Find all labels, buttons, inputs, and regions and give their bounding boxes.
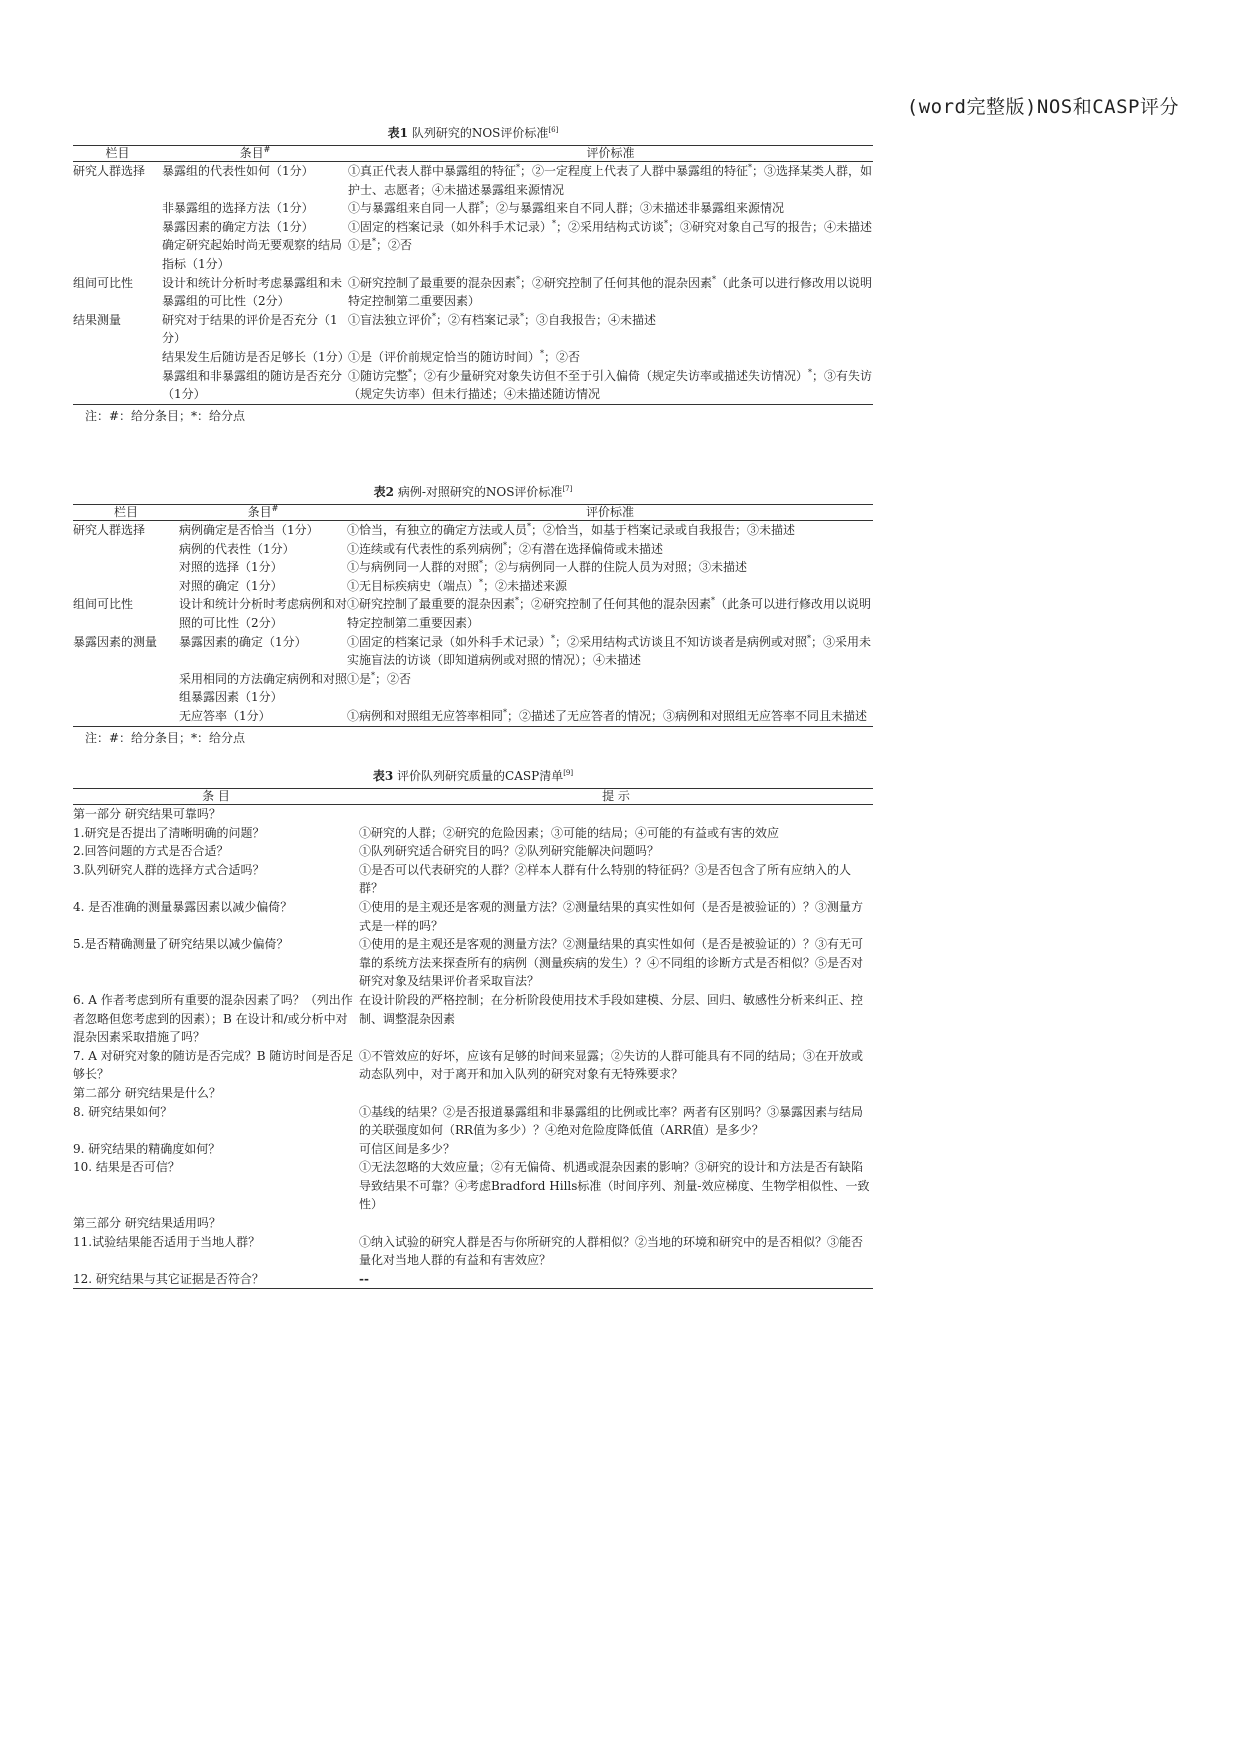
category-cell xyxy=(73,540,179,559)
criteria-cell: ①是*；②否 xyxy=(347,670,412,686)
criteria-cell: ①固定的档案记录（如外科手术记录）*；②采用结构式访谈*；③研究对象自己写的报告；④未描述 xyxy=(348,218,873,234)
table-row xyxy=(73,236,873,273)
criteria-cell: ①盲法独立评价*；②有档案记录*；③自我报告；④未描述 xyxy=(348,311,657,327)
header-item: 条 目 xyxy=(202,789,230,803)
table1 xyxy=(73,145,873,405)
item-cell: 设计和统计分析时考虑暴露组和未暴露组的可比性（2分） xyxy=(162,275,343,309)
table2-header-row xyxy=(73,505,873,521)
table-row xyxy=(73,633,873,670)
category-cell xyxy=(73,348,162,367)
criteria-cell: ①恰当，有独立的确定方法或人员*；②恰当，如基于档案记录或自我报告；③未描述 xyxy=(347,522,796,537)
hint-cell: ①纳入试验的研究人群是否与你所研究的人群相似？②当地的环境和研究中的是否相似？③能否量化对当地人群的有益和有害效应？ xyxy=(359,1234,864,1268)
item-cell: 暴露组的代表性如何（1分） xyxy=(162,164,314,178)
document-title: (word完整版)NOS和CASP评分 xyxy=(906,96,1179,118)
table-row xyxy=(73,707,873,726)
table-row xyxy=(73,521,873,540)
table-row xyxy=(73,1270,873,1289)
criteria-cell: ①真正代表人群中暴露组的特征*；②一定程度上代表了人群中暴露组的特征*；③选择某类人群，如护士、志愿者；④未描述暴露组来源情况 xyxy=(348,163,873,197)
hint-cell: ①无法忽略的大效应量；②有无偏倚、机遇或混杂因素的影响？③研究的设计和方法是否有缺陷导致结果不可靠？④考虑Bradford Hills标准（时间序列、剂量-效应梯度、生物学相似性、一致性） xyxy=(359,1160,870,1212)
table-row xyxy=(73,1103,873,1140)
item-cell: 10. 结果是否可信？ xyxy=(73,1160,180,1175)
header-category: 栏目 xyxy=(113,505,138,519)
table-row xyxy=(73,1233,873,1270)
table-row xyxy=(73,540,873,559)
criteria-cell: ①是*；②否 xyxy=(348,237,413,253)
hint-cell: 在设计阶段的严格控制；在分析阶段使用技术手段如建模、分层、回归、敏感性分析来纠正、控制、调整混杂因素 xyxy=(359,992,864,1026)
item-cell: 2.回答问题的方式是否合适？ xyxy=(73,844,229,859)
item-cell: 6. A 作者考虑到所有重要的混杂因素了吗？（列出作者忽略但您考虑到的因素）；B 在设计和/或分析中对混杂因素采取措施了吗？ xyxy=(73,992,353,1045)
table2 xyxy=(73,504,873,727)
item-cell: 对照的确定（1分） xyxy=(179,578,283,593)
item-cell: 无应答率（1分） xyxy=(179,708,271,723)
item-cell: 研究对于结果的评价是否充分（1分） xyxy=(162,312,338,346)
table-row xyxy=(73,991,873,1047)
table-row xyxy=(73,367,873,405)
hint-cell: ①不管效应的好坏，应该有足够的时间来显露；②失访的人群可能具有不同的结局；③在开放或动态队列中，对于离开和加入队列的研究对象有无特殊要求？ xyxy=(359,1048,864,1082)
item-cell: 4. 是否准确的测量暴露因素以减少偏倚？ xyxy=(73,899,293,914)
header-hint: 提 示 xyxy=(602,789,630,803)
item-cell: 病例的代表性（1分） xyxy=(179,541,295,556)
hint-cell: 可信区间是多少？ xyxy=(359,1141,456,1156)
category-cell xyxy=(73,367,162,405)
category-cell: 暴露因素的测量 xyxy=(73,634,158,649)
section-row xyxy=(73,1214,873,1233)
item-cell: 结果发生后随访是否足够长（1分） xyxy=(162,349,350,364)
hint-cell: -- xyxy=(359,1271,369,1286)
table-row xyxy=(73,1047,873,1084)
item-cell: 暴露因素的确定（1分） xyxy=(179,634,307,649)
hint-cell xyxy=(359,1214,873,1233)
table-row xyxy=(73,670,873,707)
table2-caption: 表2 病例-对照研究的NOS评价标准[7] xyxy=(373,485,573,499)
item-cell: 8. 研究结果如何？ xyxy=(73,1104,173,1119)
header-item: 条目# xyxy=(239,145,271,160)
table-row xyxy=(73,842,873,861)
table-row xyxy=(73,348,873,367)
criteria-cell: ①随访完整*；②有少量研究对象失访但不至于引入偏倚（规定失访率或描述失访情况）*；③有失访（规定失访率）但未行描述；④未描述随访情况 xyxy=(348,367,873,402)
item-cell: 7. A 对研究对象的随访是否完成？B 随访时间是否足够长？ xyxy=(73,1048,354,1082)
table2-note: 注：#：给分条目；*：给分点 xyxy=(85,730,246,745)
item-cell: 非暴露组的选择方法（1分） xyxy=(162,201,314,216)
category-cell xyxy=(73,577,179,596)
table-row xyxy=(73,1140,873,1159)
table-row xyxy=(73,898,873,935)
item-cell: 9. 研究结果的精确度如何？ xyxy=(73,1141,221,1156)
table3 xyxy=(73,788,873,1289)
criteria-cell: ①固定的档案记录（如外科手术记录）*；②采用结构式访谈且不知访谈者是病例或对照*；③采用未实施盲法的访谈（即知道病例或对照的情况）；④未描述 xyxy=(347,633,872,668)
criteria-cell: ①与病例同一人群的对照*；②与病例同一人群的住院人员为对照；③未描述 xyxy=(347,559,748,575)
table1-section xyxy=(73,124,873,425)
item-cell: 1.研究是否提出了清晰明确的问题？ xyxy=(73,825,265,840)
item-cell: 12. 研究结果与其它证据是否符合？ xyxy=(73,1271,264,1286)
criteria-cell: ①研究控制了最重要的混杂因素*；②研究控制了任何其他的混杂因素*（此条可以进行修改用以说明特定控制第二重要因素） xyxy=(347,596,872,630)
table-row xyxy=(73,218,873,237)
item-cell: 3.队列研究人群的选择方式合适吗？ xyxy=(73,862,265,877)
hint-cell: ①是否可以代表研究的人群？②样本人群有什么特别的特征码？③是否包含了所有应纳入的人群？ xyxy=(359,862,852,896)
item-cell: 第三部分 研究结果适用吗？ xyxy=(73,1216,221,1231)
item-cell: 暴露因素的确定方法（1分） xyxy=(162,219,314,234)
table-row xyxy=(73,274,873,311)
category-cell: 研究人群选择 xyxy=(73,164,146,178)
hint-cell xyxy=(359,805,873,824)
item-cell: 采用相同的方法确定病例和对照组暴露因素（1分） xyxy=(179,671,348,705)
hint-cell: ①使用的是主观还是客观的测量方法？②测量结果的真实性如何（是否是被验证的）？③有无可靠的系统方法来探查所有的病例（测量疾病的发生）？④不同组的诊断方式是否相似？⑤是否对研究对象及结果评价者采取盲法？ xyxy=(359,937,864,989)
table-row xyxy=(73,861,873,898)
section-row xyxy=(73,805,873,824)
criteria-cell: ①与暴露组来自同一人群*；②与暴露组来自不同人群；③未描述非暴露组来源情况 xyxy=(348,200,785,216)
category-cell: 组间可比性 xyxy=(73,275,134,290)
header-item: 条目# xyxy=(247,504,279,519)
category-cell xyxy=(73,707,179,726)
item-cell: 暴露组和非暴露组的随访是否充分（1分） xyxy=(162,368,343,402)
table3-section xyxy=(73,767,873,1289)
hint-cell: ①研究的人群；②研究的危险因素；③可能的结局；④可能的有益或有害的效应 xyxy=(359,825,780,840)
table-row xyxy=(73,1158,873,1214)
table-row xyxy=(73,162,873,200)
hint-cell: ①基线的结果？②是否报道暴露组和非暴露组的比例或比率？两者有区别吗？③暴露因素与结局的关联强度如何（RR值为多少）？④绝对危险度降低值（ARR值）是多少？ xyxy=(359,1104,864,1138)
hint-cell: ①使用的是主观还是客观的测量方法？②测量结果的真实性如何（是否是被验证的）？③测量方式是一样的吗？ xyxy=(359,899,864,933)
item-cell: 第二部分 研究结果是什么？ xyxy=(73,1085,221,1100)
criteria-cell: ①无目标疾病史（端点）*；②未描述来源 xyxy=(347,577,568,593)
criteria-cell: ①研究控制了最重要的混杂因素*；②研究控制了任何其他的混杂因素*（此条可以进行修改用以说明特定控制第二重要因素） xyxy=(348,274,873,309)
item-cell: 第一部分 研究结果可靠吗？ xyxy=(73,807,221,821)
table1-caption: 表1 队列研究的NOS评价标准[6] xyxy=(387,126,559,140)
item-cell: 病例确定是否恰当（1分） xyxy=(179,523,319,537)
category-cell xyxy=(73,218,162,237)
table2-section xyxy=(73,483,873,747)
category-cell: 组间可比性 xyxy=(73,597,134,612)
category-cell: 结果测量 xyxy=(73,312,122,327)
table-row xyxy=(73,311,873,348)
category-cell xyxy=(73,199,162,218)
table3-header-row xyxy=(73,789,873,805)
item-cell: 对照的选择（1分） xyxy=(179,560,283,575)
category-cell xyxy=(73,670,179,707)
table-row xyxy=(73,577,873,596)
criteria-cell: ①连续或有代表性的系列病例*；②有潜在选择偏倚或未描述 xyxy=(347,540,664,556)
header-criteria: 评价标准 xyxy=(586,146,635,160)
hint-cell xyxy=(359,1084,873,1103)
criteria-cell: ①病例和对照组无应答率相同*；②描述了无应答者的情况；③病例和对照组无应答率不同且未描述 xyxy=(347,707,868,723)
item-cell: 11.试验结果能否适用于当地人群？ xyxy=(73,1234,261,1249)
table-row xyxy=(73,935,873,991)
table-row xyxy=(73,558,873,577)
hint-cell: ①队列研究适合研究目的吗？②队列研究能解决问题吗？ xyxy=(359,844,660,859)
header-criteria: 评价标准 xyxy=(585,505,634,519)
table-row xyxy=(73,199,873,218)
table1-header-row xyxy=(73,146,873,162)
table-row xyxy=(73,824,873,843)
item-cell: 设计和统计分析时考虑病例和对照的可比性（2分） xyxy=(179,597,348,630)
table1-note: 注：#：给分条目；*：给分点 xyxy=(85,408,246,423)
item-cell: 5.是否精确测量了研究结果以减少偏倚？ xyxy=(73,937,289,952)
item-cell: 确定研究起始时尚无要观察的结局指标（1分） xyxy=(162,238,343,271)
table3-caption: 表3 评价队列研究质量的CASP清单[9] xyxy=(372,769,574,783)
category-cell xyxy=(73,558,179,577)
table-row xyxy=(73,595,873,632)
header-category: 栏目 xyxy=(105,146,130,160)
criteria-cell: ①是（评价前规定恰当的随访时间）*；②否 xyxy=(348,348,581,364)
category-cell: 研究人群选择 xyxy=(73,523,146,537)
section-row xyxy=(73,1084,873,1103)
category-cell xyxy=(73,236,162,273)
